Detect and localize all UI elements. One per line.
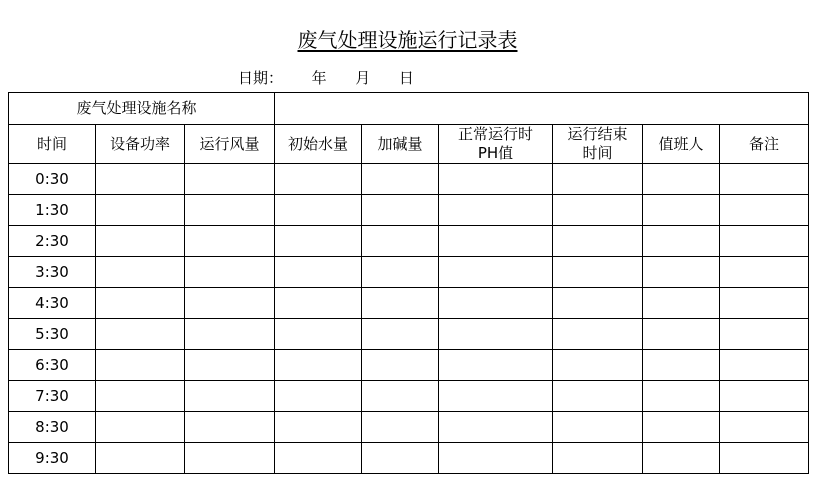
date-month-label: 月 xyxy=(355,69,371,87)
initial-water-cell[interactable] xyxy=(275,381,362,412)
table-row xyxy=(9,350,809,381)
time-cell: 4:30 xyxy=(9,288,96,319)
duty-cell[interactable] xyxy=(643,381,720,412)
duty-cell[interactable] xyxy=(643,195,720,226)
date-day-label: 日 xyxy=(398,69,414,87)
end-time-cell[interactable] xyxy=(553,443,643,474)
duty-cell[interactable] xyxy=(643,443,720,474)
power-cell[interactable] xyxy=(96,195,185,226)
end-time-cell[interactable] xyxy=(553,319,643,350)
power-cell[interactable] xyxy=(96,288,185,319)
time-cell: 3:30 xyxy=(9,257,96,288)
remark-cell[interactable] xyxy=(720,319,809,350)
remark-cell[interactable] xyxy=(720,350,809,381)
alkali-cell[interactable] xyxy=(362,257,439,288)
end-time-cell[interactable] xyxy=(553,226,643,257)
alkali-cell[interactable] xyxy=(362,164,439,195)
end-time-cell[interactable] xyxy=(553,195,643,226)
record-table xyxy=(8,92,809,474)
facility-name-field[interactable] xyxy=(275,93,809,125)
header-row xyxy=(9,125,809,164)
header-power: 设备功率 xyxy=(96,125,185,164)
time-cell: 9:30 xyxy=(9,443,96,474)
facility-name-label: 废气处理设施名称 xyxy=(9,93,275,125)
alkali-cell[interactable] xyxy=(362,226,439,257)
airflow-cell[interactable] xyxy=(185,164,275,195)
duty-cell[interactable] xyxy=(643,164,720,195)
remark-cell[interactable] xyxy=(720,226,809,257)
date-year-label: 年 xyxy=(311,69,327,87)
initial-water-cell[interactable] xyxy=(275,319,362,350)
ph-cell[interactable] xyxy=(439,164,553,195)
header-ph-line2: PH值 xyxy=(477,144,514,162)
ph-cell[interactable] xyxy=(439,443,553,474)
end-time-cell[interactable] xyxy=(553,164,643,195)
airflow-cell[interactable] xyxy=(185,226,275,257)
airflow-cell[interactable] xyxy=(185,195,275,226)
airflow-cell[interactable] xyxy=(185,381,275,412)
alkali-cell[interactable] xyxy=(362,195,439,226)
form-title xyxy=(0,26,815,54)
time-cell: 5:30 xyxy=(9,319,96,350)
end-time-cell[interactable] xyxy=(553,257,643,288)
remark-cell[interactable] xyxy=(720,164,809,195)
header-end-line1: 运行结束 xyxy=(567,125,628,143)
header-duty: 值班人 xyxy=(643,125,720,164)
power-cell[interactable] xyxy=(96,381,185,412)
ph-cell[interactable] xyxy=(439,350,553,381)
time-cell: 2:30 xyxy=(9,226,96,257)
header-end-line2: 时间 xyxy=(582,144,613,162)
date-label: 日期： xyxy=(238,69,284,87)
remark-cell[interactable] xyxy=(720,443,809,474)
power-cell[interactable] xyxy=(96,412,185,443)
table-row xyxy=(9,381,809,412)
table-row xyxy=(9,257,809,288)
airflow-cell[interactable] xyxy=(185,288,275,319)
ph-cell[interactable] xyxy=(439,381,553,412)
duty-cell[interactable] xyxy=(643,226,720,257)
end-time-cell[interactable] xyxy=(553,350,643,381)
date-line xyxy=(238,68,414,88)
alkali-cell[interactable] xyxy=(362,288,439,319)
ph-cell[interactable] xyxy=(439,257,553,288)
airflow-cell[interactable] xyxy=(185,412,275,443)
header-initial-water: 初始水量 xyxy=(275,125,362,164)
ph-cell[interactable] xyxy=(439,195,553,226)
initial-water-cell[interactable] xyxy=(275,412,362,443)
alkali-cell[interactable] xyxy=(362,319,439,350)
duty-cell[interactable] xyxy=(643,412,720,443)
table-row xyxy=(9,319,809,350)
remark-cell[interactable] xyxy=(720,381,809,412)
time-cell: 1:30 xyxy=(9,195,96,226)
duty-cell[interactable] xyxy=(643,257,720,288)
table-row xyxy=(9,164,809,195)
end-time-cell[interactable] xyxy=(553,288,643,319)
table-row xyxy=(9,443,809,474)
table-row xyxy=(9,226,809,257)
power-cell[interactable] xyxy=(96,226,185,257)
data-rows xyxy=(9,164,809,474)
power-cell[interactable] xyxy=(96,350,185,381)
facility-name-row xyxy=(9,93,809,125)
end-time-cell[interactable] xyxy=(553,381,643,412)
remark-cell[interactable] xyxy=(720,195,809,226)
form-title-text: 废气处理设施运行记录表 xyxy=(297,28,518,52)
header-remark: 备注 xyxy=(720,125,809,164)
header-time: 时间 xyxy=(9,125,96,164)
header-airflow: 运行风量 xyxy=(185,125,275,164)
ph-cell[interactable] xyxy=(439,319,553,350)
initial-water-cell[interactable] xyxy=(275,288,362,319)
end-time-cell[interactable] xyxy=(553,412,643,443)
airflow-cell[interactable] xyxy=(185,257,275,288)
remark-cell[interactable] xyxy=(720,288,809,319)
table-row xyxy=(9,412,809,443)
alkali-cell[interactable] xyxy=(362,350,439,381)
duty-cell[interactable] xyxy=(643,288,720,319)
initial-water-cell[interactable] xyxy=(275,443,362,474)
initial-water-cell[interactable] xyxy=(275,195,362,226)
table-row xyxy=(9,195,809,226)
header-end-time xyxy=(553,125,643,164)
time-cell: 7:30 xyxy=(9,381,96,412)
power-cell[interactable] xyxy=(96,257,185,288)
ph-cell[interactable] xyxy=(439,412,553,443)
airflow-cell[interactable] xyxy=(185,443,275,474)
duty-cell[interactable] xyxy=(643,350,720,381)
time-cell: 0:30 xyxy=(9,164,96,195)
alkali-cell[interactable] xyxy=(362,412,439,443)
initial-water-cell[interactable] xyxy=(275,257,362,288)
power-cell[interactable] xyxy=(96,319,185,350)
initial-water-cell[interactable] xyxy=(275,226,362,257)
initial-water-cell[interactable] xyxy=(275,350,362,381)
alkali-cell[interactable] xyxy=(362,381,439,412)
header-alkali: 加碱量 xyxy=(362,125,439,164)
power-cell[interactable] xyxy=(96,443,185,474)
initial-water-cell[interactable] xyxy=(275,164,362,195)
time-cell: 6:30 xyxy=(9,350,96,381)
remark-cell[interactable] xyxy=(720,412,809,443)
ph-cell[interactable] xyxy=(439,288,553,319)
remark-cell[interactable] xyxy=(720,257,809,288)
ph-cell[interactable] xyxy=(439,226,553,257)
alkali-cell[interactable] xyxy=(362,443,439,474)
power-cell[interactable] xyxy=(96,164,185,195)
airflow-cell[interactable] xyxy=(185,350,275,381)
time-cell: 8:30 xyxy=(9,412,96,443)
table-row xyxy=(9,288,809,319)
header-ph-line1: 正常运行时 xyxy=(457,125,533,143)
header-ph xyxy=(439,125,553,164)
airflow-cell[interactable] xyxy=(185,319,275,350)
duty-cell[interactable] xyxy=(643,319,720,350)
